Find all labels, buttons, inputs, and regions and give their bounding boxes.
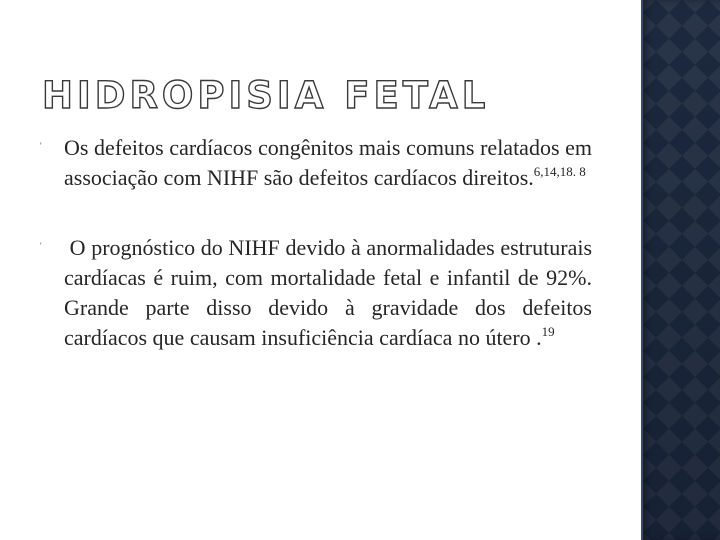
bullet-text-block [64,133,592,193]
decorative-side-panel [641,0,720,540]
bullet-marker-icon: ' [40,141,42,151]
bullet-item [40,233,598,353]
bullet-text: Os defeitos cardíacos congênitos mais comuns relatados em associação com NIHF são defeitos cardíacos direitos. [64,135,592,190]
citation-superscript: 6,14,18. 8 [533,164,586,179]
bullet-text-block [64,233,598,353]
slide-title: HIDROPISIA FETAL [42,74,490,117]
bullet-text: O prognóstico do NIHF devido à anormalidades estruturais cardíacas é ruim, com mortalidade fetal e infantil de 92%. Grande parte disso devido à gravidade dos defeitos cardíacos que causam insuficiência cardíaca no útero . [64,235,598,350]
bullet-list [40,133,598,353]
citation-superscript: 19 [541,324,555,339]
bullet-marker-icon: ' [40,241,42,251]
bullet-item [40,133,592,193]
